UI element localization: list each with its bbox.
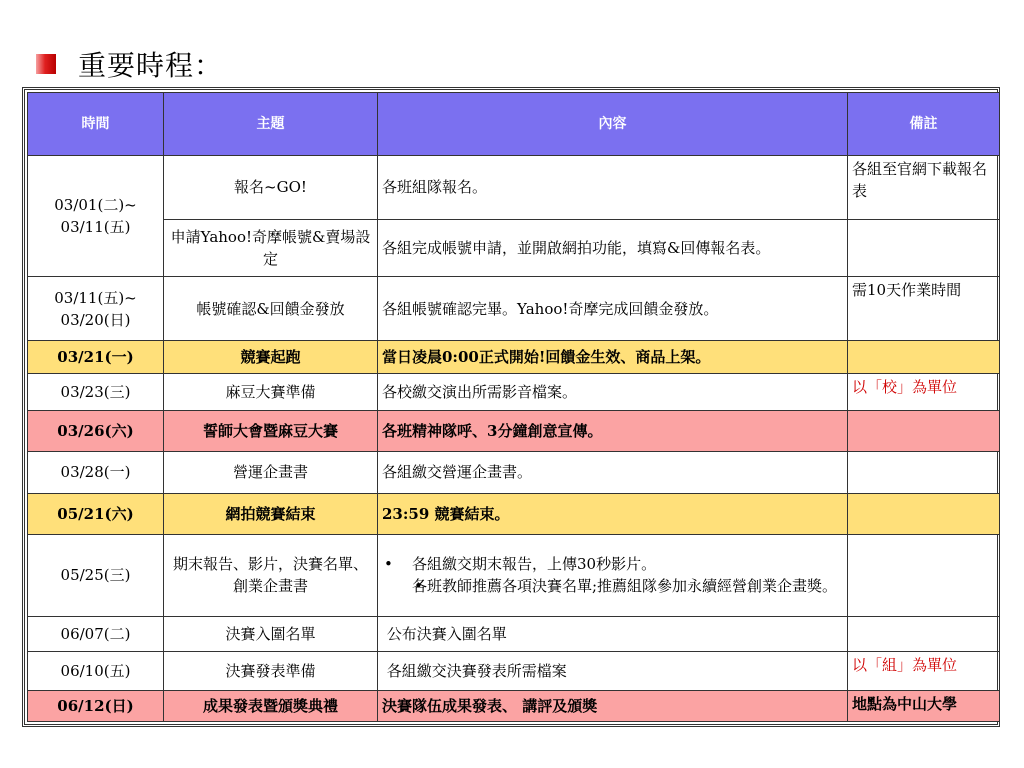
table-row bbox=[28, 341, 1000, 374]
date-cell: 03/26(六) bbox=[28, 411, 164, 452]
note-cell: 各組至官網下載報名表 bbox=[848, 156, 1000, 220]
table-row bbox=[28, 374, 1000, 411]
date-cell: 03/21(一) bbox=[28, 341, 164, 374]
content-cell: 各組繳交決賽發表所需檔案 bbox=[378, 651, 848, 690]
note-cell bbox=[848, 411, 1000, 452]
table-row bbox=[28, 156, 1000, 220]
note-cell bbox=[848, 452, 1000, 493]
note-cell bbox=[848, 341, 1000, 374]
red-square-bullet-icon bbox=[36, 54, 56, 74]
content-cell: 決賽隊伍成果發表、 講評及頒獎 bbox=[378, 691, 848, 722]
table-row bbox=[28, 534, 1000, 616]
content-cell: 公布決賽入圍名單 bbox=[378, 616, 848, 651]
topic-cell: 誓師大會暨麻豆大賽 bbox=[164, 411, 378, 452]
title-row bbox=[36, 44, 223, 84]
topic-cell: 營運企畫書 bbox=[164, 452, 378, 493]
topic-cell: 期末報告、影片，決賽名單、創業企畫書 bbox=[164, 534, 378, 616]
topic-cell: 網拍競賽結束 bbox=[164, 493, 378, 534]
header-note: 備註 bbox=[848, 93, 1000, 156]
table-row bbox=[28, 493, 1000, 534]
date-cell: 05/21(六) bbox=[28, 493, 164, 534]
date-cell: 06/12(日) bbox=[28, 691, 164, 722]
content-cell: 各校繳交演出所需影音檔案。 bbox=[378, 374, 848, 411]
header-content: 內容 bbox=[378, 93, 848, 156]
content-cell: 各班精神隊呼、3分鐘創意宣傳。 bbox=[378, 411, 848, 452]
date-cell: 05/25(三) bbox=[28, 534, 164, 616]
topic-cell: 競賽起跑 bbox=[164, 341, 378, 374]
topic-cell: 申請Yahoo!奇摩帳號&賣場設定 bbox=[164, 219, 378, 277]
date-cell: 06/07(二) bbox=[28, 616, 164, 651]
note-cell: 地點為中山大學 bbox=[848, 691, 1000, 722]
table-row bbox=[28, 452, 1000, 493]
table-row bbox=[28, 219, 1000, 277]
date-cell: 06/10(五) bbox=[28, 651, 164, 690]
table-row bbox=[28, 616, 1000, 651]
content-cell: 各組繳交營運企畫書。 bbox=[378, 452, 848, 493]
table-header-row bbox=[28, 93, 1000, 156]
schedule-table-frame bbox=[22, 87, 1000, 727]
content-cell bbox=[378, 534, 848, 616]
note-cell: 以「組」為單位 bbox=[848, 651, 1000, 690]
date-cell: 03/28(一) bbox=[28, 452, 164, 493]
list-item: • 各班教師推薦各項決賽名單;推薦組隊參加永續經營創業企畫獎。 bbox=[382, 575, 843, 597]
note-cell bbox=[848, 219, 1000, 277]
list-item: • 各組繳交期末報告，上傳30秒影片。 bbox=[382, 553, 843, 575]
header-topic: 主題 bbox=[164, 93, 378, 156]
schedule-table bbox=[27, 92, 1000, 722]
topic-cell: 決賽發表準備 bbox=[164, 651, 378, 690]
topic-cell: 成果發表暨頒獎典禮 bbox=[164, 691, 378, 722]
topic-cell: 報名~GO! bbox=[164, 156, 378, 220]
table-row bbox=[28, 651, 1000, 690]
date-cell: 03/11(五)~ 03/20(日) bbox=[28, 277, 164, 341]
topic-cell: 麻豆大賽準備 bbox=[164, 374, 378, 411]
topic-cell: 決賽入圍名單 bbox=[164, 616, 378, 651]
content-bullet-list bbox=[382, 553, 843, 597]
table-row bbox=[28, 277, 1000, 341]
note-cell bbox=[848, 616, 1000, 651]
date-cell: 03/01(二)~ 03/11(五) bbox=[28, 156, 164, 277]
table-row bbox=[28, 691, 1000, 722]
header-time: 時間 bbox=[28, 93, 164, 156]
date-cell: 03/23(三) bbox=[28, 374, 164, 411]
note-cell bbox=[848, 493, 1000, 534]
page-title: 重要時程： bbox=[78, 49, 224, 82]
content-cell: 各班組隊報名。 bbox=[378, 156, 848, 220]
content-cell: 各組完成帳號申請，並開啟網拍功能，填寫&回傳報名表。 bbox=[378, 219, 848, 277]
content-cell: 23:59 競賽結束。 bbox=[378, 493, 848, 534]
note-cell: 以「校」為單位 bbox=[848, 374, 1000, 411]
table-row bbox=[28, 411, 1000, 452]
note-cell bbox=[848, 534, 1000, 616]
content-cell: 當日凌晨0:00正式開始!回饋金生效、商品上架。 bbox=[378, 341, 848, 374]
topic-cell: 帳號確認&回饋金發放 bbox=[164, 277, 378, 341]
note-cell: 需10天作業時間 bbox=[848, 277, 1000, 341]
content-cell: 各組帳號確認完畢。Yahoo!奇摩完成回饋金發放。 bbox=[378, 277, 848, 341]
